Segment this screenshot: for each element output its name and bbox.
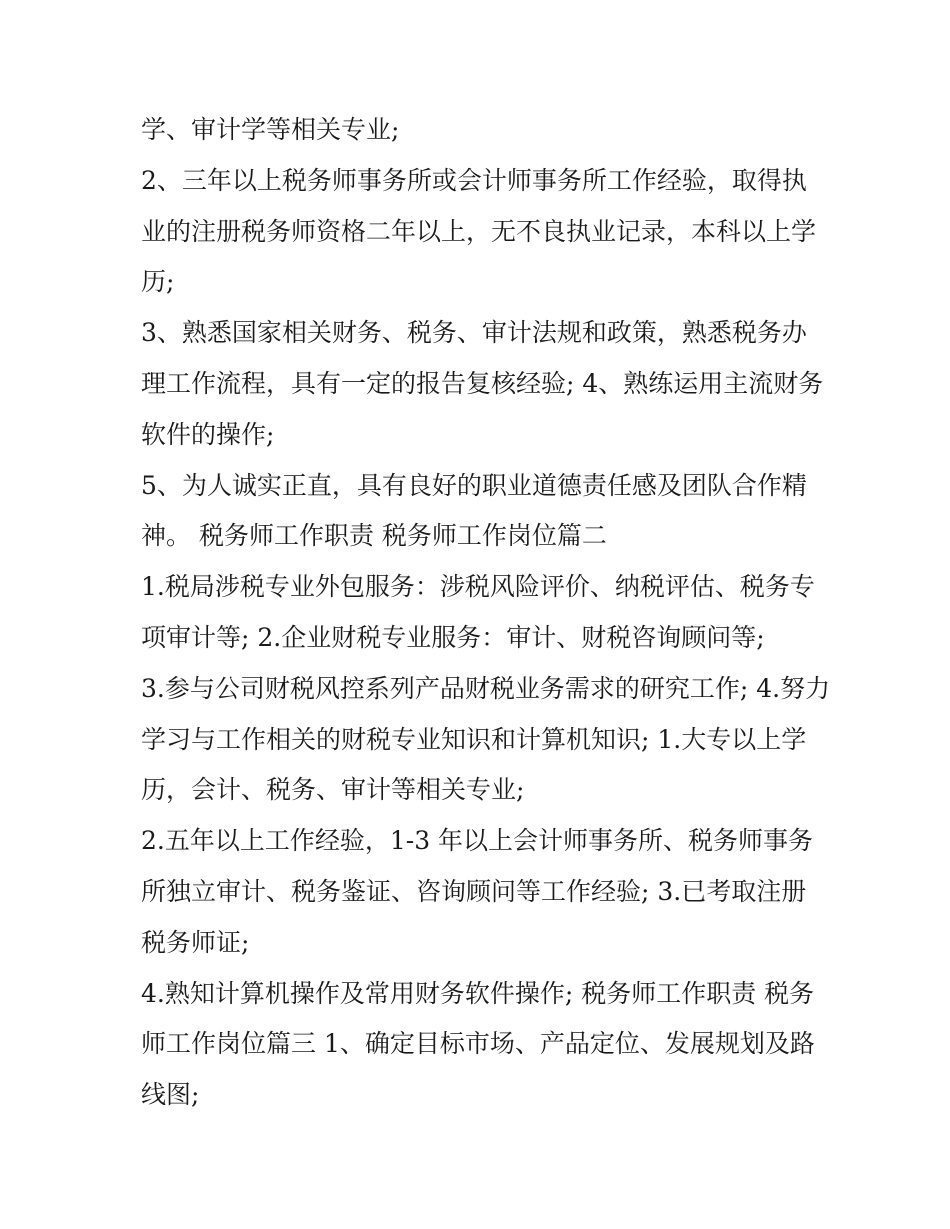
text-line-12: 3.参与公司财税风控系列产品财税业务需求的研究工作; 4.努力 — [141, 673, 831, 703]
text-line-6: 理工作流程，具有一定的报告复核经验; 4、熟练运用主流财务 — [141, 368, 824, 398]
text-line-18: 4.熟知计算机操作及常用财务软件操作; 税务师工作职责 税务 — [141, 978, 815, 1008]
text-line-4: 历; — [141, 267, 175, 297]
text-line-14: 历，会计、税务、审计等相关专业; — [141, 775, 525, 805]
text-line-2: 2、三年以上税务师事务所或会计师事务所工作经验，取得执 — [141, 165, 807, 195]
text-line-16: 所独立审计、税务鉴证、咨询顾问等工作经验; 3.已考取注册 — [141, 876, 807, 906]
text-line-7: 软件的操作; — [141, 419, 275, 449]
text-line-8: 5、为人诚实正直，具有良好的职业道德责任感及团队合作精 — [141, 470, 807, 500]
text-line-15: 2.五年以上工作经验，1-3 年以上会计师事务所、税务师事务 — [141, 826, 814, 856]
text-line-11: 项审计等; 2.企业财税专业服务：审计、财税咨询顾问等; — [141, 622, 765, 652]
text-line-3: 业的注册税务师资格二年以上，无不良执业记录，本科以上学 — [141, 216, 817, 246]
text-line-5: 3、熟悉国家相关财务、税务、审计法规和政策，熟悉税务办 — [141, 318, 807, 348]
text-line-13: 学习与工作相关的财税专业知识和计算机知识; 1.大专以上学 — [141, 724, 807, 754]
document-body — [141, 105, 831, 1121]
text-line-1: 学、审计学等相关专业; — [141, 115, 400, 144]
text-line-10: 1.税局涉税专业外包服务：涉税风险评价、纳税评估、税务专 — [141, 572, 815, 602]
text-line-19: 师工作岗位篇三 1、确定目标市场、产品定位、发展规划及路 — [141, 1029, 815, 1059]
text-line-20: 线图; — [141, 1080, 200, 1110]
text-line-9: 神。 税务师工作职责 税务师工作岗位篇二 — [141, 521, 607, 551]
text-line-17: 税务师证; — [141, 927, 250, 957]
